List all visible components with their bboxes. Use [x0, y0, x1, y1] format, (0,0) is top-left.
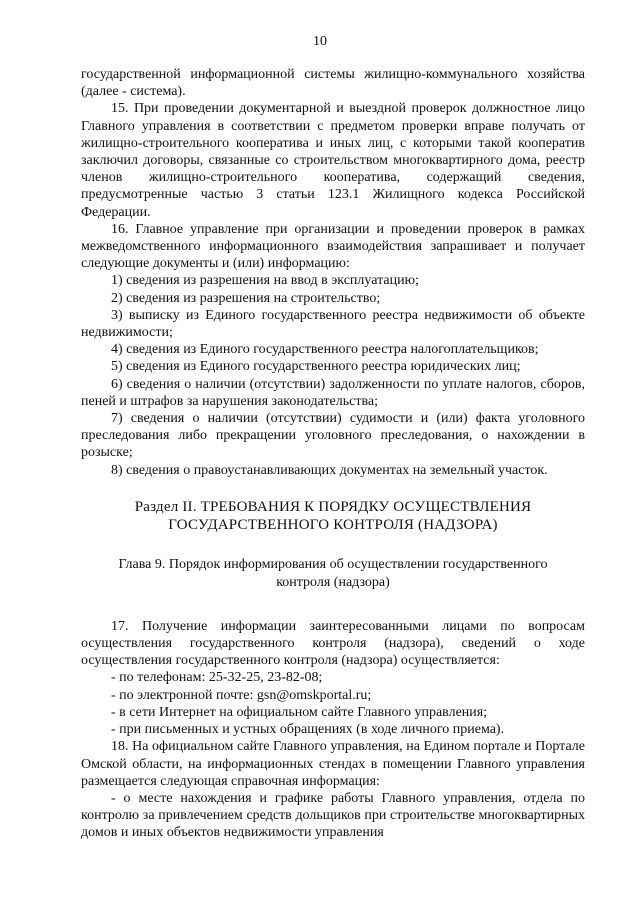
list-item-16-6: 6) сведения о наличии (отсутствии) задолженности по уплате налогов, сборов, пеней и штрафов за нарушения законодательства; [81, 376, 585, 409]
paragraph-16: 16. Главное управление при организации и проведении проверок в рамках межведомственного информационного взаимодействия запрашивает и получает следующие документы и (или) информацию: [81, 221, 585, 272]
section-heading [81, 498, 585, 534]
document-body [81, 66, 585, 842]
list-item-16-7: 7) сведения о наличии (отсутствии) судимости и (или) факта уголовного преследования либо прекращении уголовного преследования, о нахождении в розыске; [81, 411, 585, 461]
list-item-17-3: - в сети Интернет на официальном сайте Главного управления; [111, 704, 488, 720]
paragraph-15: 15. При проведении документарной и выездной проверок должностное лицо Главного управления в соответствии с предметом проверки вправе получать от жилищно-строительного кооператива и иных лиц, с которыми такой кооператив заключил договоры, связанные со строительством многоквартирного дома, реестр членов жилищно-строительного кооператива, содержащий сведения, предусмотренные частью 3 статьи 123.1 Жилищного кодекса Российской Федерации. [81, 101, 585, 220]
chapter-heading [81, 556, 585, 592]
section-heading-line-2: ГОСУДАРСТВЕННОГО КОНТРОЛЯ (НАДЗОРА) [168, 516, 498, 533]
page-number: 10 [313, 34, 327, 49]
list-item-16-8: 8) сведения о правоустанавливающих документах на земельный участок. [111, 462, 548, 478]
list-item-16-1: 1) сведения из разрешения на ввод в эксплуатацию; [111, 273, 419, 289]
chapter-heading-line-1: Глава 9. Порядок информирования об осуществлении государственного [118, 556, 548, 572]
list-item-16-3: 3) выписку из Единого государственного реестра недвижимости об объекте недвижимости; [81, 307, 585, 341]
list-item-18-1: - о месте нахождения и графике работы Главного управления, отдела по контролю за привлечением средств дольщиков при строительстве многоквартирных домов и иных объектов недвижимости управления [81, 790, 585, 841]
list-item-17-1: - по телефонам: 25-32-25, 23-82-08; [111, 670, 323, 686]
paragraph-18: 18. На официальном сайте Главного управления, на Едином портале и Портале Омской области, на информационных стендах в помещении Главного управления размещается следующая справочная информация: [81, 739, 585, 789]
list-item-17-2: - по электронной почте: gsn@omskportal.ru; [111, 687, 372, 703]
list-item-17-4: - при письменных и устных обращениях (в ходе личного приема). [111, 722, 505, 738]
chapter-heading-line-2: контроля (надзора) [276, 574, 390, 590]
list-item-16-4: 4) сведения из Единого государственного реестра налогоплательщиков; [111, 342, 539, 358]
section-heading-line-1: Раздел II. ТРЕБОВАНИЯ К ПОРЯДКУ ОСУЩЕСТВЛЕНИЯ [134, 498, 532, 515]
list-item-16-5: 5) сведения из Единого государственного реестра юридических лиц; [111, 359, 521, 375]
paragraph-17: 17. Получение информации заинтересованными лицами по вопросам осуществления государственного контроля (надзора), сведений о ходе осуществления государственного контроля (надзора) осуществляется: [81, 618, 585, 669]
paragraph-intro: государственной информационной системы жилищно-коммунального хозяйства (далее - система). [81, 67, 585, 100]
list-item-16-2: 2) сведения из разрешения на строительство; [111, 290, 381, 306]
